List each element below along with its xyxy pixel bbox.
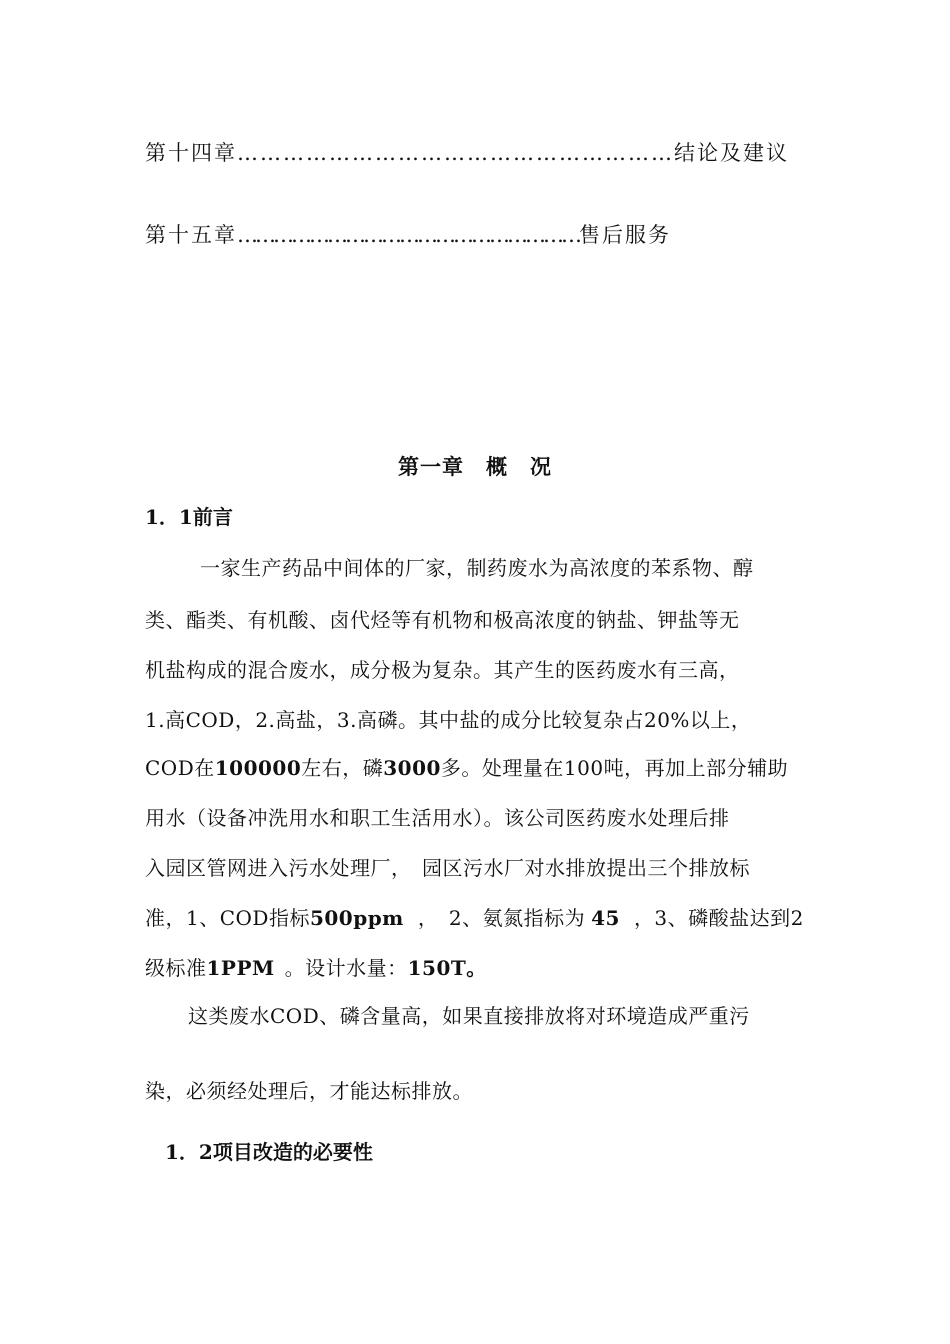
toc-entry-15 (145, 219, 671, 249)
text-run: COD在 (145, 756, 215, 780)
chapter-title: 第一章 概 况 (398, 454, 552, 479)
text-run-bold: 100000 (214, 756, 302, 780)
text-run-bold: 150T。 (407, 956, 487, 980)
section-heading-1-2: 1．2项目改造的必要性 (165, 1140, 373, 1164)
section-heading-1-1: 1．1前言 (145, 505, 233, 529)
toc-leader: ………………………………………………… (237, 141, 674, 165)
text-run-bold: 500ppm (309, 906, 404, 930)
text-run-bold: 45 (591, 906, 620, 930)
paragraph-line: 一家生产药品中间体的厂家，制药废水为高浓度的苯系物、醇 (200, 556, 754, 580)
text-run: ， 2、氨氮指标为 (417, 906, 586, 930)
text-run-bold: 1PPM (206, 956, 275, 980)
paragraph-line: 机盐构成的混合废水，成分极为复杂。其产生的医药废水有三高， (145, 658, 740, 682)
text-run: 准，1、COD指标 (145, 906, 310, 930)
toc-chapter: 第十五章 (145, 223, 237, 247)
paragraph-line: 用水（设备冲洗用水和职工生活用水）。该公司医药废水处理后排 (145, 806, 730, 830)
toc-entry-14 (145, 137, 789, 167)
toc-chapter: 第十四章 (145, 141, 237, 165)
paragraph-line: 1.高COD，2.高盐，3.高磷。其中盐的成分比较复杂占20%以上， (145, 708, 752, 732)
paragraph-line: 染，必须经处理后，才能达标排放。 (145, 1079, 473, 1103)
text-run: 级标准 (145, 956, 207, 980)
paragraph-line (145, 952, 487, 981)
paragraph-line: 这类废水COD、磷含量高，如果直接排放将对环境造成严重污 (188, 1004, 750, 1028)
text-run: ，3、磷酸盐达到2 (633, 906, 804, 930)
text-run: 。设计水量： (284, 956, 408, 980)
text-run-bold: 3000 (383, 756, 441, 780)
toc-leader: ………………………………………………… (237, 223, 579, 247)
paragraph-line: 入园区管网进入污水处理厂， 园区污水厂对水排放提出三个排放标 (145, 856, 750, 880)
paragraph-line (145, 902, 804, 931)
paragraph-line (145, 752, 788, 781)
toc-title: 结论及建议 (674, 141, 789, 165)
paragraph-line: 类、酯类、有机酸、卤代烃等有机物和极高浓度的钠盐、钾盐等无 (145, 608, 740, 632)
text-run: 左右，磷 (301, 756, 384, 780)
toc-title: 售后服务 (579, 223, 671, 247)
text-run: 多。处理量在100吨，再加上部分辅助 (440, 756, 789, 780)
